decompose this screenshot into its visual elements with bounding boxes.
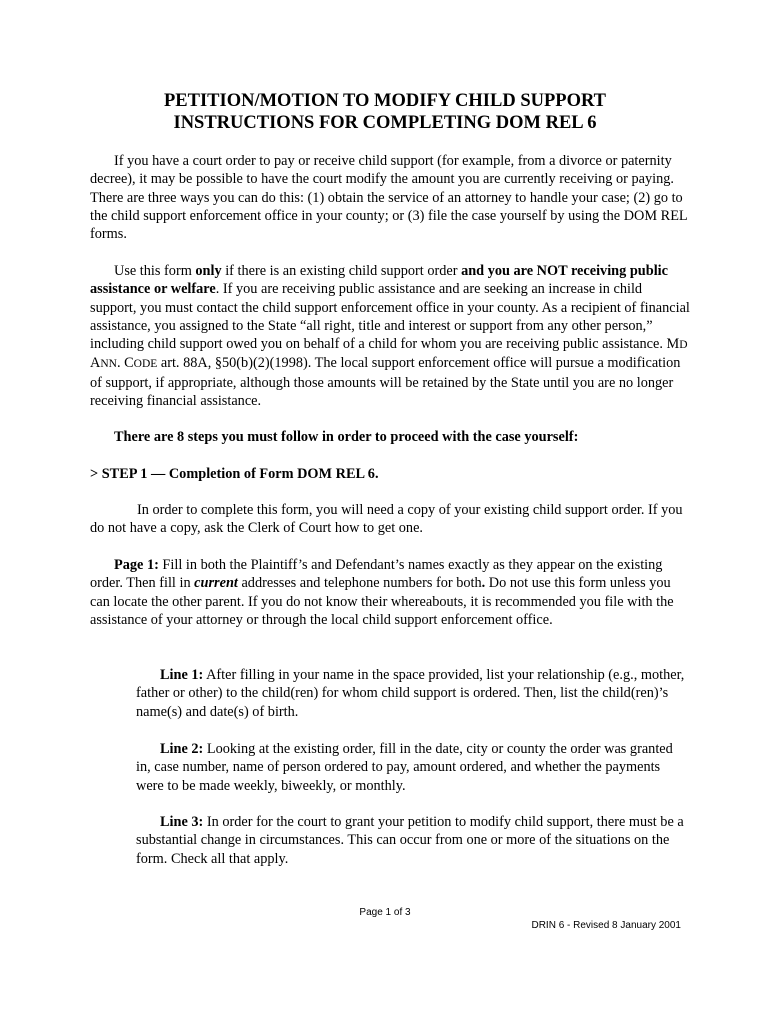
line2-label: Line 2:: [160, 741, 204, 757]
page-number: Page 1 of 3: [359, 907, 411, 918]
title-line-1: PETITION/MOTION TO MODIFY CHILD SUPPORT: [163, 91, 607, 111]
line2-text: Looking at the existing order, fill in the date, city or county the order was granted in, case number, name of person ordered to pay, amount ordered, and whether the payments were to be made weekly, biweekly, or monthly.: [136, 741, 673, 794]
use-form-text-3: . If you are receiving public assistance and are seeking an increase in child support, you must contact the child support enforcement office in your county. As a recipient of financial assistance, you assigned to the State “all right, title and interest or support from any other person,” including child support owed you on behalf of a child for whom you are receiving public assistance. M: [90, 281, 690, 353]
page1-text-3: Do not use this form unless you can locate the other parent. If you do not know their whereabouts, it is recommended you file with the assistance of your attorney or through the local child support enforcement office.: [90, 575, 674, 628]
line1-text: After filling in your name in the space provided, list your relationship (e.g., mother, father or other) to the child(ren) for whom child support is ordered. Then, list the child(ren)’s name(s) and date(s) of birth.: [136, 667, 685, 720]
citation-sc-3: ODE: [133, 358, 158, 371]
intro-paragraph: If you have a court order to pay or receive child support (for example, from a divorce or paternity decree), it may be possible to have the court modify the amount you are currently receiving or paying. There are three ways you can do this: (1) obtain the service of an attorney to handle your case; (2) go to the child support enforcement office in your county; or (3) file the case yourself by using the DOM REL forms.: [90, 153, 688, 243]
page1-current: current: [194, 575, 238, 592]
page1-paragraph: [90, 556, 690, 629]
line1-paragraph: [136, 666, 690, 721]
line3-label: Line 3:: [160, 814, 204, 830]
citation-sc-1: D: [679, 339, 688, 352]
page1-text-2: addresses and telephone numbers for both: [237, 575, 482, 592]
citation-sc-2: NN: [100, 358, 117, 371]
step1-paragraph: In order to complete this form, you will need a copy of your existing child support order. If you do not have a copy, ask the Clerk of Court how to get one.: [90, 502, 683, 537]
step1-heading: > STEP 1 — Completion of Form DOM REL 6.: [90, 466, 379, 482]
steps-heading: There are 8 steps you must follow in order to proceed with the case yourself:: [114, 429, 579, 445]
use-form-text-2: if there is an existing child support order: [221, 263, 462, 279]
citation-text-1: A: [90, 355, 101, 372]
use-form-public-assistance: and you are NOT receiving public assistance or welfare: [90, 263, 668, 298]
use-form-only: only: [195, 263, 222, 279]
document-title: [90, 90, 680, 134]
line1-label: Line 1:: [160, 667, 204, 683]
page1-dot: .: [481, 575, 486, 592]
page1-text-1: Fill in both the Plaintiff’s and Defendant’s names exactly as they appear on the existing order. Then fill in: [90, 557, 663, 592]
line3-text: In order for the court to grant your petition to modify child support, there must be a substantial change in circumstances. This can occur from one or more of the situations on the form. Check all that apply.: [136, 814, 684, 867]
use-form-paragraph: [90, 262, 690, 410]
line3-paragraph: [136, 813, 690, 868]
line2-paragraph: [136, 740, 690, 795]
citation-text-2: . C: [116, 355, 134, 372]
page1-label: Page 1:: [114, 557, 159, 573]
use-form-text-1: Use this form: [114, 263, 196, 279]
revision-note: DRIN 6 - Revised 8 January 2001: [531, 920, 681, 931]
use-form-text-4: art. 88A, §50(b)(2)(1998). The local support enforcement office will pursue a modification of support, if appropriate, although those amounts will be retained by the State until you are no longer receiving financial assistance.: [90, 355, 681, 410]
title-line-2: INSTRUCTIONS FOR COMPLETING DOM REL 6: [173, 113, 597, 133]
